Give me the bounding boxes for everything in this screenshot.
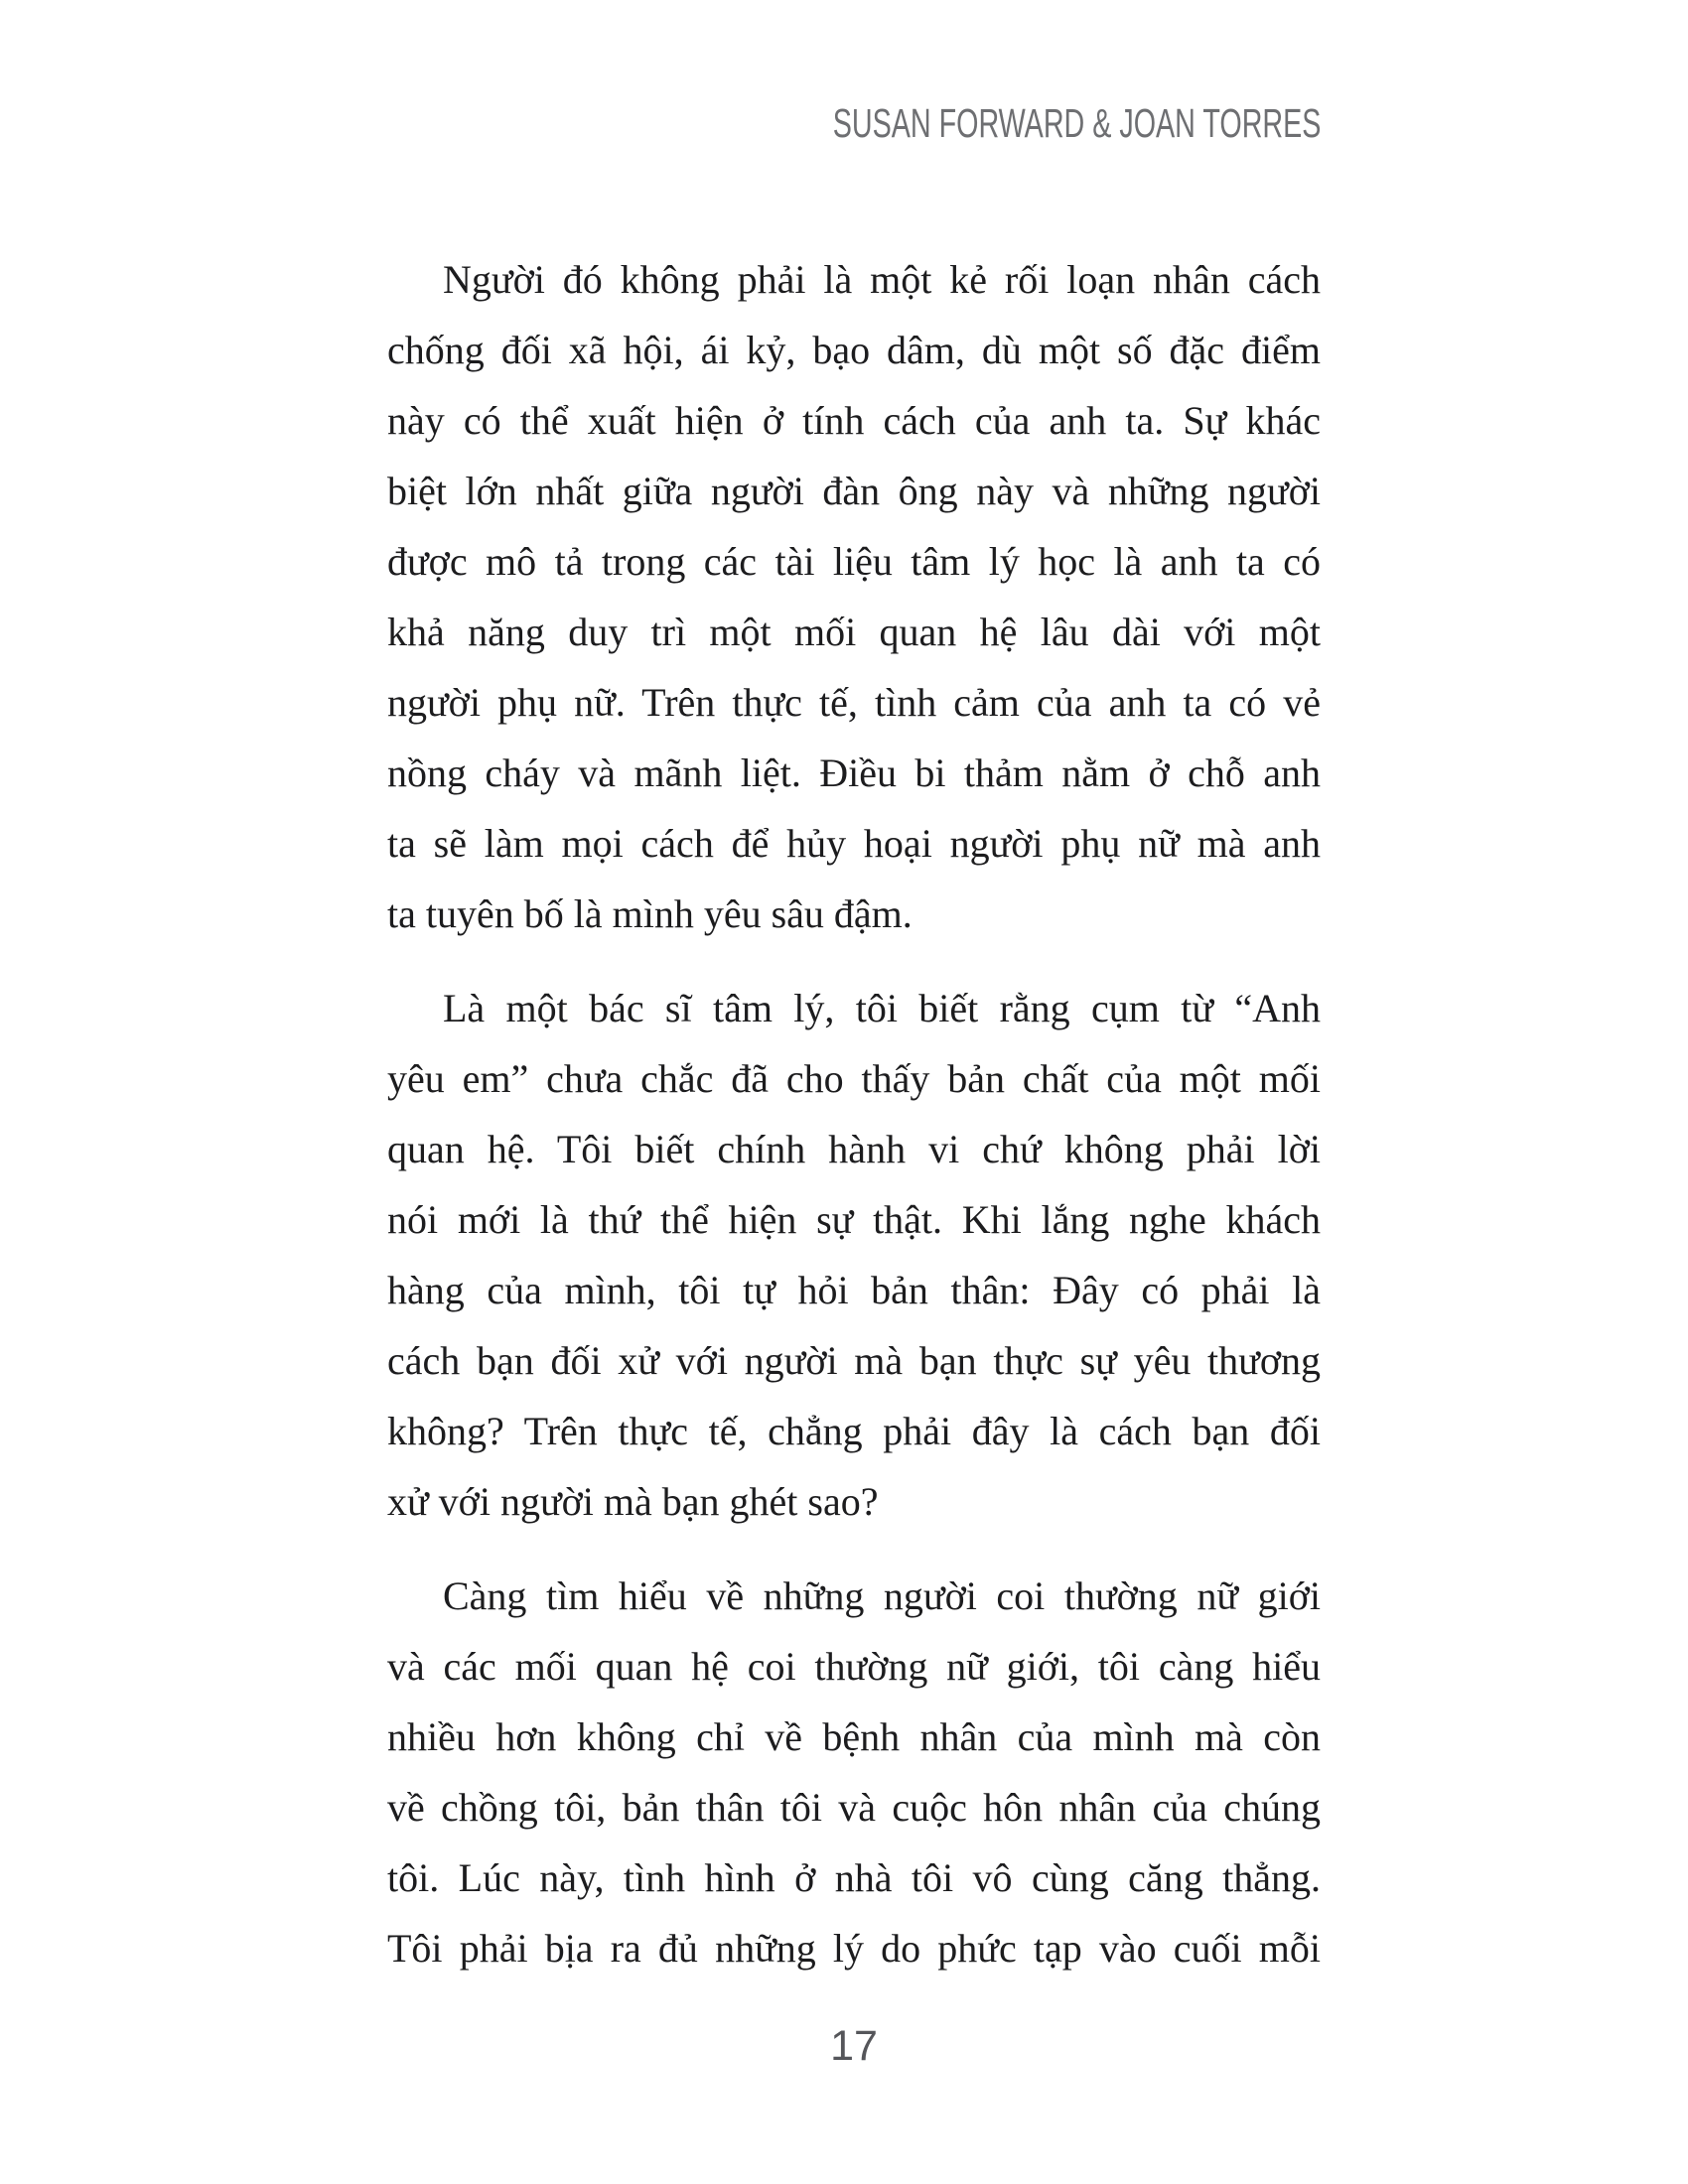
text-line: xử với người mà bạn ghét sao? bbox=[387, 1479, 879, 1524]
text-line: nhiều hơn không chỉ về bệnh nhân của mình mà còn bbox=[387, 1714, 1321, 1759]
text-line: Tôi phải bịa ra đủ những lý do phức tạp vào cuối mỗi bbox=[387, 1926, 1321, 1971]
text-line: tôi. Lúc này, tình hình ở nhà tôi vô cùng căng thẳng. bbox=[387, 1855, 1321, 1900]
text-line: này có thể xuất hiện ở tính cách của anh ta. Sự khác bbox=[387, 398, 1321, 443]
text-line: khả năng duy trì một mối quan hệ lâu dài với một bbox=[387, 610, 1321, 654]
text-line: biệt lớn nhất giữa người đàn ông này và những người bbox=[387, 469, 1321, 513]
paragraph bbox=[387, 244, 1321, 949]
text-line: nồng cháy và mãnh liệt. Điều bi thảm nằm ở chỗ anh bbox=[387, 751, 1321, 795]
text-line: và các mối quan hệ coi thường nữ giới, tôi càng hiểu bbox=[387, 1644, 1321, 1689]
text-line: quan hệ. Tôi biết chính hành vi chứ không phải lời bbox=[387, 1127, 1321, 1171]
paragraph bbox=[387, 1561, 1321, 1983]
text-line: Càng tìm hiểu về những người coi thường nữ giới bbox=[443, 1573, 1321, 1618]
paragraph bbox=[387, 973, 1321, 1537]
text-line: hàng của mình, tôi tự hỏi bản thân: Đây có phải là bbox=[387, 1268, 1321, 1312]
text-line: ta tuyên bố là mình yêu sâu đậm. bbox=[387, 891, 913, 936]
text-line: yêu em” chưa chắc đã cho thấy bản chất của một mối bbox=[387, 1056, 1321, 1101]
text-line: nói mới là thứ thể hiện sự thật. Khi lắng nghe khách bbox=[387, 1197, 1321, 1242]
text-line: cách bạn đối xử với người mà bạn thực sự yêu thương bbox=[387, 1338, 1321, 1383]
text-line: Người đó không phải là một kẻ rối loạn nhân cách bbox=[443, 257, 1321, 302]
text-line: không? Trên thực tế, chẳng phải đây là cách bạn đối bbox=[387, 1409, 1321, 1453]
page-number: 17 bbox=[830, 2022, 878, 2070]
text-line: người phụ nữ. Trên thực tế, tình cảm của anh ta có vẻ bbox=[387, 680, 1321, 725]
text-line: về chồng tôi, bản thân tôi và cuộc hôn nhân của chúng bbox=[387, 1785, 1321, 1830]
text-line: được mô tả trong các tài liệu tâm lý học là anh ta có bbox=[387, 539, 1321, 584]
text-line: chống đối xã hội, ái kỷ, bạo dâm, dù một số đặc điểm bbox=[387, 328, 1321, 372]
text-line: ta sẽ làm mọi cách để hủy hoại người phụ nữ mà anh bbox=[387, 821, 1321, 866]
text-line: Là một bác sĩ tâm lý, tôi biết rằng cụm từ “Anh bbox=[443, 986, 1321, 1030]
running-header: SUSAN FORWARD & JOAN TORRES bbox=[832, 100, 1321, 146]
body-text bbox=[387, 244, 1321, 1983]
